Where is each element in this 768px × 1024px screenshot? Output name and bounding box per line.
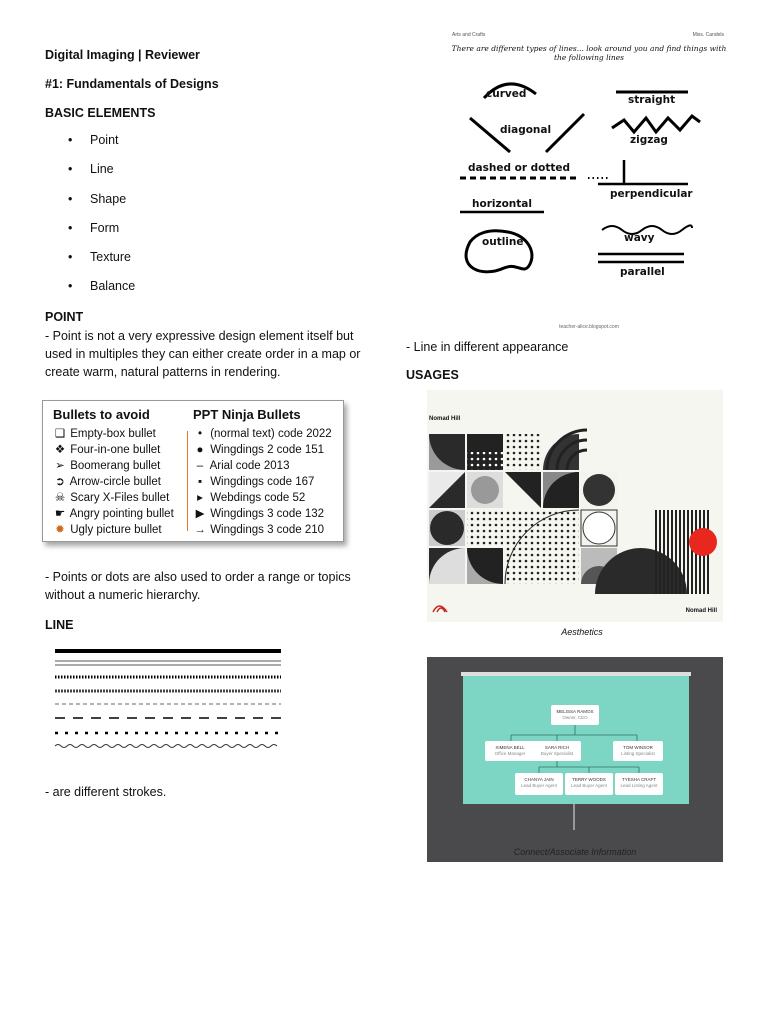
line-appearance-text: - Line in different appearance: [406, 340, 569, 354]
bullet-icon: •: [68, 250, 73, 264]
list-item: ▸ Webdings code 52: [193, 490, 332, 506]
square-icon: ▪: [197, 476, 203, 488]
arrow-circle-bullet-icon: ➲: [55, 476, 65, 488]
worksheet-title: There are different types of lines... look around you and find things with the following lines: [451, 44, 727, 62]
outline-label: outline: [482, 236, 524, 248]
list-item: ▶ Wingdings 3 code 132: [193, 506, 332, 522]
points-order-paragraph: - Points or dots are also used to order a range or topics without a numeric hierarchy.: [45, 570, 351, 602]
list-item: ☛ Angry pointing bullet: [54, 508, 174, 520]
point-paragraph: - Point is not a very expressive design element itself but used in multiples they can either create order in a map or create warm, natural patterns in rendering.: [45, 329, 361, 379]
org-node-top: MELISSA RAMOS Owner, CEO: [551, 705, 599, 725]
strokes-caption: - are different strokes.: [45, 785, 167, 799]
line-strokes-image: [53, 647, 285, 752]
straight-label: straight: [628, 94, 676, 106]
orgchart-caption: Connect/Associate Information: [513, 847, 637, 857]
triangle-icon: ▶: [195, 508, 205, 520]
org-node: XIMENA BELL Office Manager: [485, 741, 535, 761]
list-item: ➢ Boomerang bullet: [53, 458, 174, 474]
skull-bullet-icon: ☠: [54, 492, 66, 504]
section-title: #1: Fundamentals of Designs: [45, 77, 219, 91]
boomerang-bullet-icon: ➢: [55, 460, 65, 472]
org-node: TYESHA CRAFT Lead Listing Agent: [615, 773, 663, 795]
arrow-right-icon: →: [194, 524, 206, 536]
list-item: ➲ Arrow-circle bullet: [53, 474, 174, 490]
bullets-to-avoid-column: Bullets to avoid ❑ Empty-box bullet ❖ Four-in-one bullet ➢ Boomerang bullet ➲ Arrow-circle bullet ☠ Scary X-Files bullet ☛ Angry pointing bullet ✹ Ugly picture bullet: [53, 407, 174, 536]
org-node: CHANYA JAIN Lead Buyer Agent: [515, 773, 563, 795]
list-item: ✹ Ugly picture bullet: [53, 522, 174, 538]
bullet-icon: •: [68, 162, 73, 176]
horizontal-label: horizontal: [472, 198, 532, 210]
aesthetics-caption: Aesthetics: [561, 627, 603, 637]
list-item: ☠ Scary X-Files bullet: [54, 492, 170, 504]
org-node: TOM WINSOR Listing Specialist: [613, 741, 663, 761]
empty-box-bullet-icon: ❑: [54, 428, 66, 440]
line-types-worksheet: Arts and Crafts Miss. Candels There are different types of lines... look around you and find things with the following lines curved straight diagonal zigzag dashed or dotted perpendicular horizontal outline wavy parallel teacher-alice.blogspot.com: [448, 32, 730, 336]
diagonal-label: diagonal: [500, 124, 552, 136]
four-in-one-bullet-icon: ❖: [54, 444, 66, 456]
aesthetics-poster-image: [427, 390, 723, 622]
list-item: → Wingdings 3 code 210: [194, 524, 325, 536]
list-item: • (normal text) code 2022: [193, 426, 332, 442]
org-node: TERRY WOODS Lead Buyer Agent: [565, 773, 613, 795]
geometric-pattern: [427, 390, 723, 622]
flame-bullet-icon: ✹: [55, 524, 65, 536]
wavy-label: wavy: [624, 232, 655, 244]
bullet-icon: •: [68, 279, 73, 293]
small-triangle-icon: ▸: [197, 492, 203, 504]
basic-elements-heading: BASIC ELEMENTS: [45, 106, 156, 120]
zigzag-label: zigzag: [630, 134, 668, 146]
brand-bottom: Nomad Hill: [685, 608, 717, 614]
org-chart-image: [427, 657, 723, 862]
list-item: – Arial code 2013: [193, 458, 332, 474]
bullets-comparison-image: [42, 400, 344, 542]
worksheet-footer: teacher-alice.blogspot.com: [559, 324, 619, 330]
divider: [187, 431, 188, 531]
parallel-label: parallel: [620, 266, 665, 278]
curved-label: curved: [486, 88, 527, 100]
list-item: ❖ Four-in-one bullet: [54, 444, 161, 456]
point-heading: POINT: [45, 310, 84, 324]
red-sun-circle: [689, 528, 717, 556]
document-title: Digital Imaging | Reviewer: [45, 48, 200, 62]
brand-top: Nomad Hill: [429, 416, 461, 422]
bullet-icon: •: [68, 133, 73, 147]
bullet-icon: •: [68, 221, 73, 235]
usages-heading: USAGES: [406, 368, 459, 382]
list-item: ❑ Empty-box bullet: [54, 428, 156, 440]
filled-circle-icon: ●: [196, 444, 204, 456]
ppt-ninja-bullets-column: PPT Ninja Bullets • (normal text) code 2022 ● Wingdings 2 code 151 – Arial code 2013 ▪ Wingdings code 167 ▸ Webdings code 52 ▶ Wingdings 3 code 132 → Wingdings 3 code 210: [193, 407, 332, 536]
list-item: ● Wingdings 2 code 151: [193, 442, 332, 458]
bullet-icon: •: [197, 428, 203, 440]
perpendicular-label: perpendicular: [610, 188, 693, 200]
dashed-label: dashed or dotted: [468, 162, 571, 174]
line-types-drawing: [448, 32, 730, 336]
bullet-icon: •: [68, 192, 73, 206]
org-node: SARA RICH Buyer Specialist: [533, 741, 581, 761]
pointing-hand-bullet-icon: ☛: [54, 508, 66, 520]
dash-icon: –: [196, 460, 204, 472]
list-item: ▪ Wingdings code 167: [193, 474, 332, 490]
line-strokes-svg: [53, 647, 285, 752]
line-heading: LINE: [45, 618, 74, 632]
